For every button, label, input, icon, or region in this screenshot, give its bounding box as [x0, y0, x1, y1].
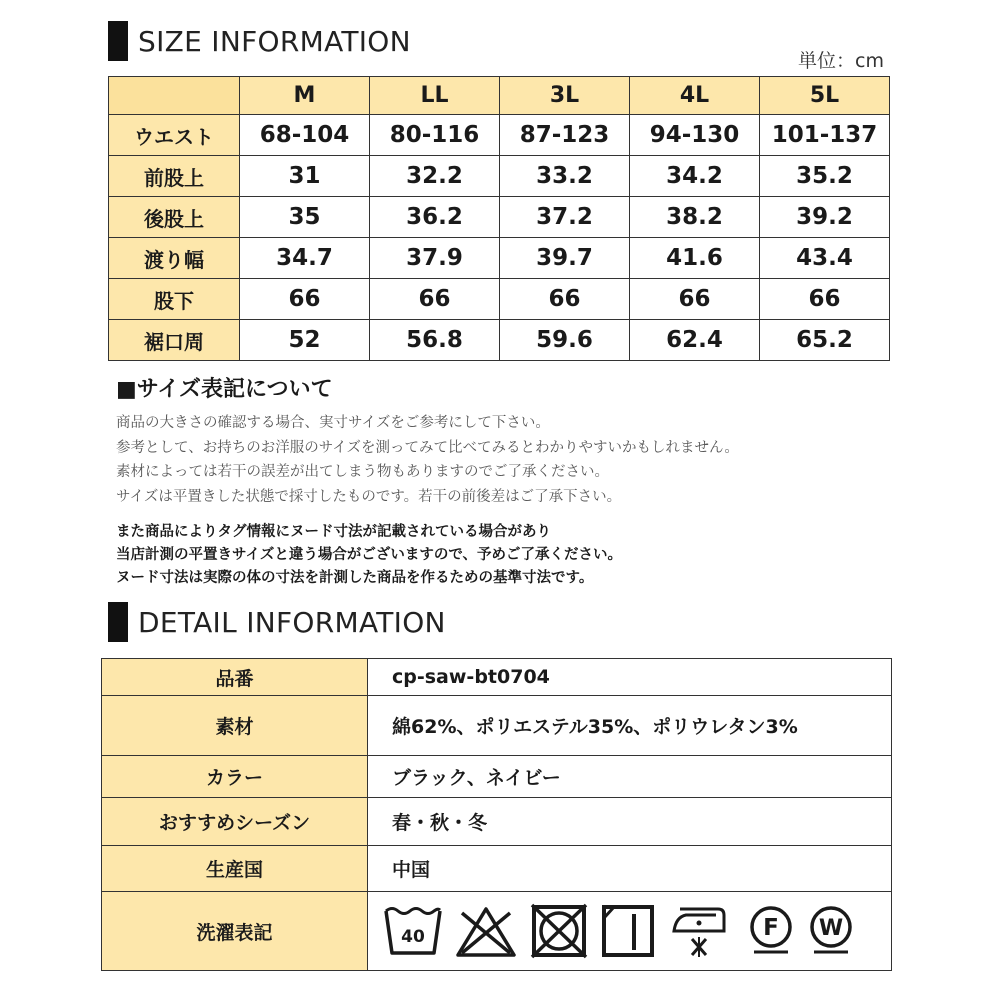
wet-clean-letter: W — [818, 916, 844, 941]
section-bar — [108, 602, 128, 642]
size-cell: 66 — [630, 279, 760, 320]
detail-row — [102, 846, 892, 892]
note-bold-line: ヌード寸法は実際の体の寸法を計測した商品を作るための基準寸法です。 — [116, 570, 594, 586]
size-cell: 65.2 — [760, 320, 890, 361]
size-cell: 38.2 — [630, 197, 760, 238]
size-cell: 33.2 — [500, 156, 630, 197]
care-icons — [382, 901, 891, 961]
size-row — [109, 320, 890, 361]
detail-label: 素材 — [102, 696, 368, 756]
size-table-corner — [109, 77, 240, 115]
detail-value: 中国 — [368, 846, 892, 892]
note-line: 商品の大きさの確認する場合、実寸サイズをご参考にして下さい。 — [116, 415, 550, 431]
detail-label: 洗濯表記 — [102, 892, 368, 971]
size-cell: 52 — [240, 320, 370, 361]
note-line: 参考として、お持ちのお洋服のサイズを測ってみて比べてみるとわかりやすいかもしれません。 — [116, 439, 739, 456]
detail-row — [102, 892, 892, 971]
size-cell: 37.2 — [500, 197, 630, 238]
size-cell: 66 — [500, 279, 630, 320]
size-cell: 35.2 — [760, 156, 890, 197]
size-table — [108, 76, 890, 361]
size-cell: 34.7 — [240, 238, 370, 279]
wet-clean-w-icon — [806, 905, 856, 957]
wash-40-icon — [382, 903, 444, 959]
size-col-header: LL — [370, 77, 500, 115]
size-cell: 66 — [760, 279, 890, 320]
note-bold-line: また商品によりタグ情報にヌード寸法が記載されている場合があり — [116, 524, 551, 540]
size-row — [109, 115, 890, 156]
size-cell: 56.8 — [370, 320, 500, 361]
care-icons-cell — [368, 892, 892, 971]
dry-clean-f-icon — [746, 905, 796, 957]
iron-low-icon — [666, 901, 736, 961]
detail-row — [102, 798, 892, 846]
note-bold-line: 当店計測の平置きサイズと違う場合がございますので、予めご了承ください。 — [116, 547, 623, 563]
line-dry-icon — [600, 902, 656, 960]
note-line: サイズは平置きした状態で採寸したものです。若干の前後差はご了承下さい。 — [116, 488, 622, 505]
dry-clean-letter: F — [763, 915, 779, 941]
section-bar — [108, 21, 128, 61]
no-bleach-icon — [454, 903, 518, 959]
detail-row — [102, 696, 892, 756]
size-row — [109, 197, 890, 238]
detail-row — [102, 659, 892, 696]
notes-title: ■サイズ表記について — [116, 377, 333, 402]
size-row-label: 前股上 — [109, 156, 240, 197]
notes-body — [116, 411, 739, 509]
size-cell: 36.2 — [370, 197, 500, 238]
size-cell: 80-116 — [370, 115, 500, 156]
size-cell: 59.6 — [500, 320, 630, 361]
wash-temp-text: 40 — [401, 927, 425, 947]
size-cell: 101-137 — [760, 115, 890, 156]
size-row-label: 後股上 — [109, 197, 240, 238]
size-cell: 32.2 — [370, 156, 500, 197]
size-cell: 41.6 — [630, 238, 760, 279]
size-row-label: 渡り幅 — [109, 238, 240, 279]
size-col-header: 5L — [760, 77, 890, 115]
size-header-row — [109, 77, 890, 115]
detail-label: おすすめシーズン — [102, 798, 368, 846]
detail-row — [102, 756, 892, 798]
size-cell: 35 — [240, 197, 370, 238]
size-section-title: SIZE INFORMATION — [138, 24, 411, 58]
notes-bold-body — [116, 521, 622, 590]
detail-value: cp-saw-bt0704 — [368, 659, 892, 696]
size-cell: 94-130 — [630, 115, 760, 156]
size-row-label: ウエスト — [109, 115, 240, 156]
detail-label: カラー — [102, 756, 368, 798]
size-cell: 39.2 — [760, 197, 890, 238]
size-cell: 66 — [240, 279, 370, 320]
size-row-label: 股下 — [109, 279, 240, 320]
size-cell: 68-104 — [240, 115, 370, 156]
note-line: 素材によっては若干の誤差が出てしまう物もありますのでご了承ください。 — [116, 464, 609, 480]
size-col-header: 3L — [500, 77, 630, 115]
detail-section-title: DETAIL INFORMATION — [138, 605, 446, 639]
no-tumble-dry-icon — [528, 902, 590, 960]
size-cell: 62.4 — [630, 320, 760, 361]
detail-value: 綿62%、ポリエステル35%、ポリウレタン3% — [368, 696, 892, 756]
size-cell: 39.7 — [500, 238, 630, 279]
size-row — [109, 156, 890, 197]
detail-value: ブラック、ネイビー — [368, 756, 892, 798]
size-cell: 43.4 — [760, 238, 890, 279]
size-cell: 34.2 — [630, 156, 760, 197]
size-cell: 31 — [240, 156, 370, 197]
size-col-header: M — [240, 77, 370, 115]
detail-section-header — [108, 602, 446, 642]
size-row — [109, 238, 890, 279]
size-section-header — [108, 21, 411, 61]
detail-value: 春・秋・冬 — [368, 798, 892, 846]
size-row — [109, 279, 890, 320]
unit-label: 単位：cm — [798, 50, 884, 72]
size-cell: 37.9 — [370, 238, 500, 279]
detail-label: 品番 — [102, 659, 368, 696]
size-col-header: 4L — [630, 77, 760, 115]
size-cell: 87-123 — [500, 115, 630, 156]
detail-label: 生産国 — [102, 846, 368, 892]
detail-table — [101, 658, 892, 971]
size-row-label: 裾口周 — [109, 320, 240, 361]
size-cell: 66 — [370, 279, 500, 320]
